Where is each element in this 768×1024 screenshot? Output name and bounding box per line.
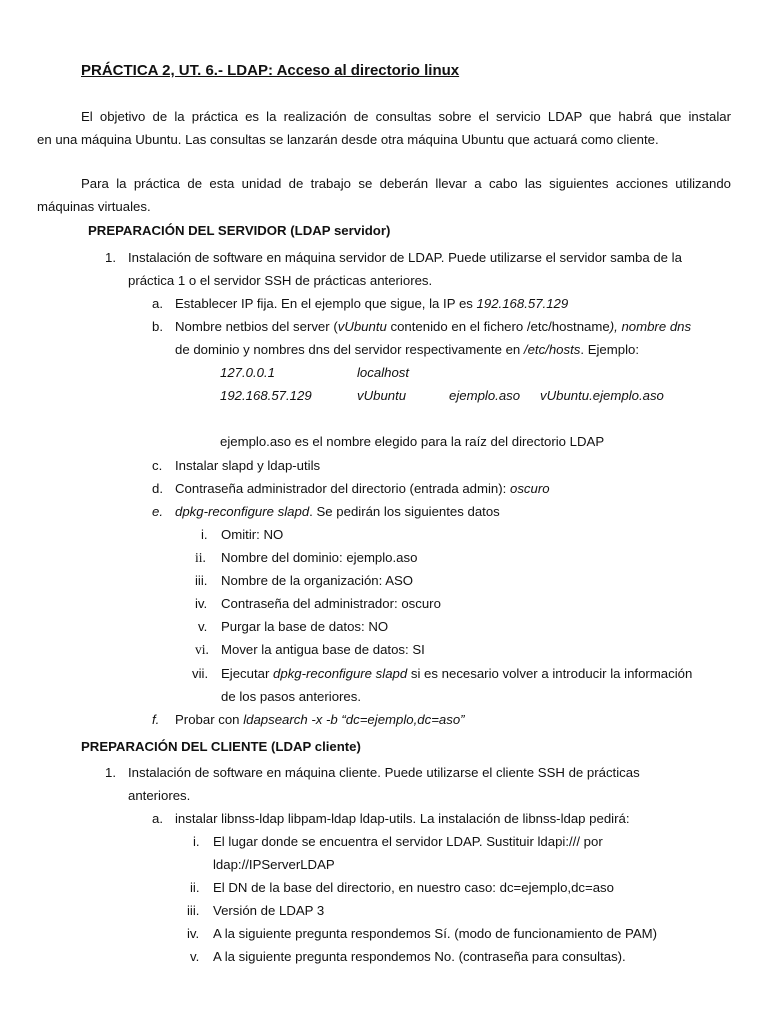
server-roman-v-marker: v. [198, 619, 208, 634]
client-item1-line-2: anteriores. [128, 788, 191, 803]
client-a-marker: a. [152, 811, 163, 826]
server-item1-line-2: práctica 1 o el servidor SSH de prácticas anteriores. [128, 273, 433, 288]
server-roman-iv-marker: iv. [195, 596, 208, 611]
hosts-row-2-fqdn: vUbuntu.ejemplo.aso [540, 388, 664, 403]
server-roman-vii-line-2: de los pasos anteriores. [221, 689, 362, 704]
hosts-row-1-name: localhost [357, 365, 410, 380]
hosts-row-1-ip: 127.0.0.1 [220, 365, 275, 380]
para2-line-2: máquinas virtuales. [37, 199, 151, 214]
server-item1-line-1: Instalación de software en máquina servidor de LDAP. Puede utilizarse el servidor samba de la [128, 250, 682, 265]
server-c-marker: c. [152, 458, 163, 473]
server-b-line-1: Nombre netbios del server (vUbuntu contenido en el fichero /etc/hostname), nombre dns [175, 319, 692, 334]
server-roman-vi-marker: vi. [195, 642, 209, 657]
server-roman-i-marker: i. [201, 527, 208, 542]
page-title: PRÁCTICA 2, UT. 6.- LDAP: Acceso al directorio linux [81, 62, 460, 79]
server-a-text: Establecer IP fija. En el ejemplo que sigue, la IP es 192.168.57.129 [175, 296, 569, 311]
server-b-line-2: de dominio y nombres dns del servidor respectivamente en /etc/hosts. Ejemplo: [175, 342, 640, 357]
intro-line-2: en una máquina Ubuntu. Las consultas se lanzarán desde otra máquina Ubuntu que actuará como cliente. [37, 132, 659, 147]
intro-line-1: El objetivo de la práctica es la realización de consultas sobre el servicio LDAP que habrá que instalar [81, 109, 731, 124]
server-e-marker: e. [152, 504, 163, 519]
hosts-row-2-domain: ejemplo.aso [449, 388, 521, 403]
client-heading: PREPARACIÓN DEL CLIENTE (LDAP cliente) [81, 739, 361, 754]
para2-line-1: Para la práctica de esta unidad de trabajo se deberán llevar a cabo las siguientes acciones utilizando [81, 176, 731, 191]
hosts-row-2-ip: 192.168.57.129 [220, 388, 312, 403]
client-roman-v-marker: v. [190, 949, 200, 964]
client-a-text: instalar libnss-ldap libpam-ldap ldap-utils. La instalación de libnss-ldap pedirá: [175, 811, 630, 826]
server-roman-i-text: Omitir: NO [221, 527, 284, 542]
server-a-marker: a. [152, 296, 163, 311]
server-roman-ii-marker: ii. [195, 550, 206, 565]
server-roman-vii-line-1: Ejecutar dpkg-reconfigure slapd si es necesario volver a introducir la información [221, 666, 693, 681]
server-b-marker: b. [152, 319, 163, 334]
server-item1-number: 1. [105, 250, 116, 265]
server-roman-iii-text: Nombre de la organización: ASO [221, 573, 414, 588]
client-roman-iv-marker: iv. [187, 926, 200, 941]
server-roman-ii-text: Nombre del dominio: ejemplo.aso [221, 550, 418, 565]
server-d-text: Contraseña administrador del directorio (entrada admin): oscuro [175, 481, 550, 496]
server-c-text: Instalar slapd y ldap-utils [175, 458, 321, 473]
client-roman-v-text: A la siguiente pregunta respondemos No. (contraseña para consultas). [213, 949, 626, 964]
server-heading: PREPARACIÓN DEL SERVIDOR (LDAP servidor) [88, 223, 391, 238]
client-roman-ii-text: El DN de la base del directorio, en nuestro caso: dc=ejemplo,dc=aso [213, 880, 614, 895]
server-roman-vii-marker: vii. [192, 666, 209, 681]
server-roman-v-text: Purgar la base de datos: NO [221, 619, 389, 634]
client-roman-iii-marker: iii. [187, 903, 200, 918]
client-item1-line-1: Instalación de software en máquina cliente. Puede utilizarse el cliente SSH de prácticas [128, 765, 640, 780]
client-roman-iii-text: Versión de LDAP 3 [213, 903, 325, 918]
server-roman-iii-marker: iii. [195, 573, 208, 588]
server-roman-iv-text: Contraseña del administrador: oscuro [221, 596, 441, 611]
server-e-text: dpkg-reconfigure slapd. Se pedirán los siguientes datos [175, 504, 500, 519]
client-roman-i-marker: i. [193, 834, 200, 849]
ldap-root-note: ejemplo.aso es el nombre elegido para la raíz del directorio LDAP [220, 434, 605, 449]
client-roman-iv-text: A la siguiente pregunta respondemos Sí. (modo de funcionamiento de PAM) [213, 926, 657, 941]
server-ip: 192.168.57.129 [476, 296, 569, 311]
server-f-marker: f. [152, 712, 160, 727]
client-roman-i-line-2: ldap://IPServerLDAP [213, 857, 335, 872]
server-d-marker: d. [152, 481, 163, 496]
server-f-text: Probar con ldapsearch -x -b “dc=ejemplo,dc=aso” [175, 712, 465, 727]
client-roman-ii-marker: ii. [190, 880, 200, 895]
client-roman-i-line-1: El lugar donde se encuentra el servidor LDAP. Sustituir ldapi:/// por [213, 834, 603, 849]
hosts-row-2-name: vUbuntu [357, 388, 407, 403]
client-item1-number: 1. [105, 765, 116, 780]
server-roman-vi-text: Mover la antigua base de datos: SI [221, 642, 425, 657]
